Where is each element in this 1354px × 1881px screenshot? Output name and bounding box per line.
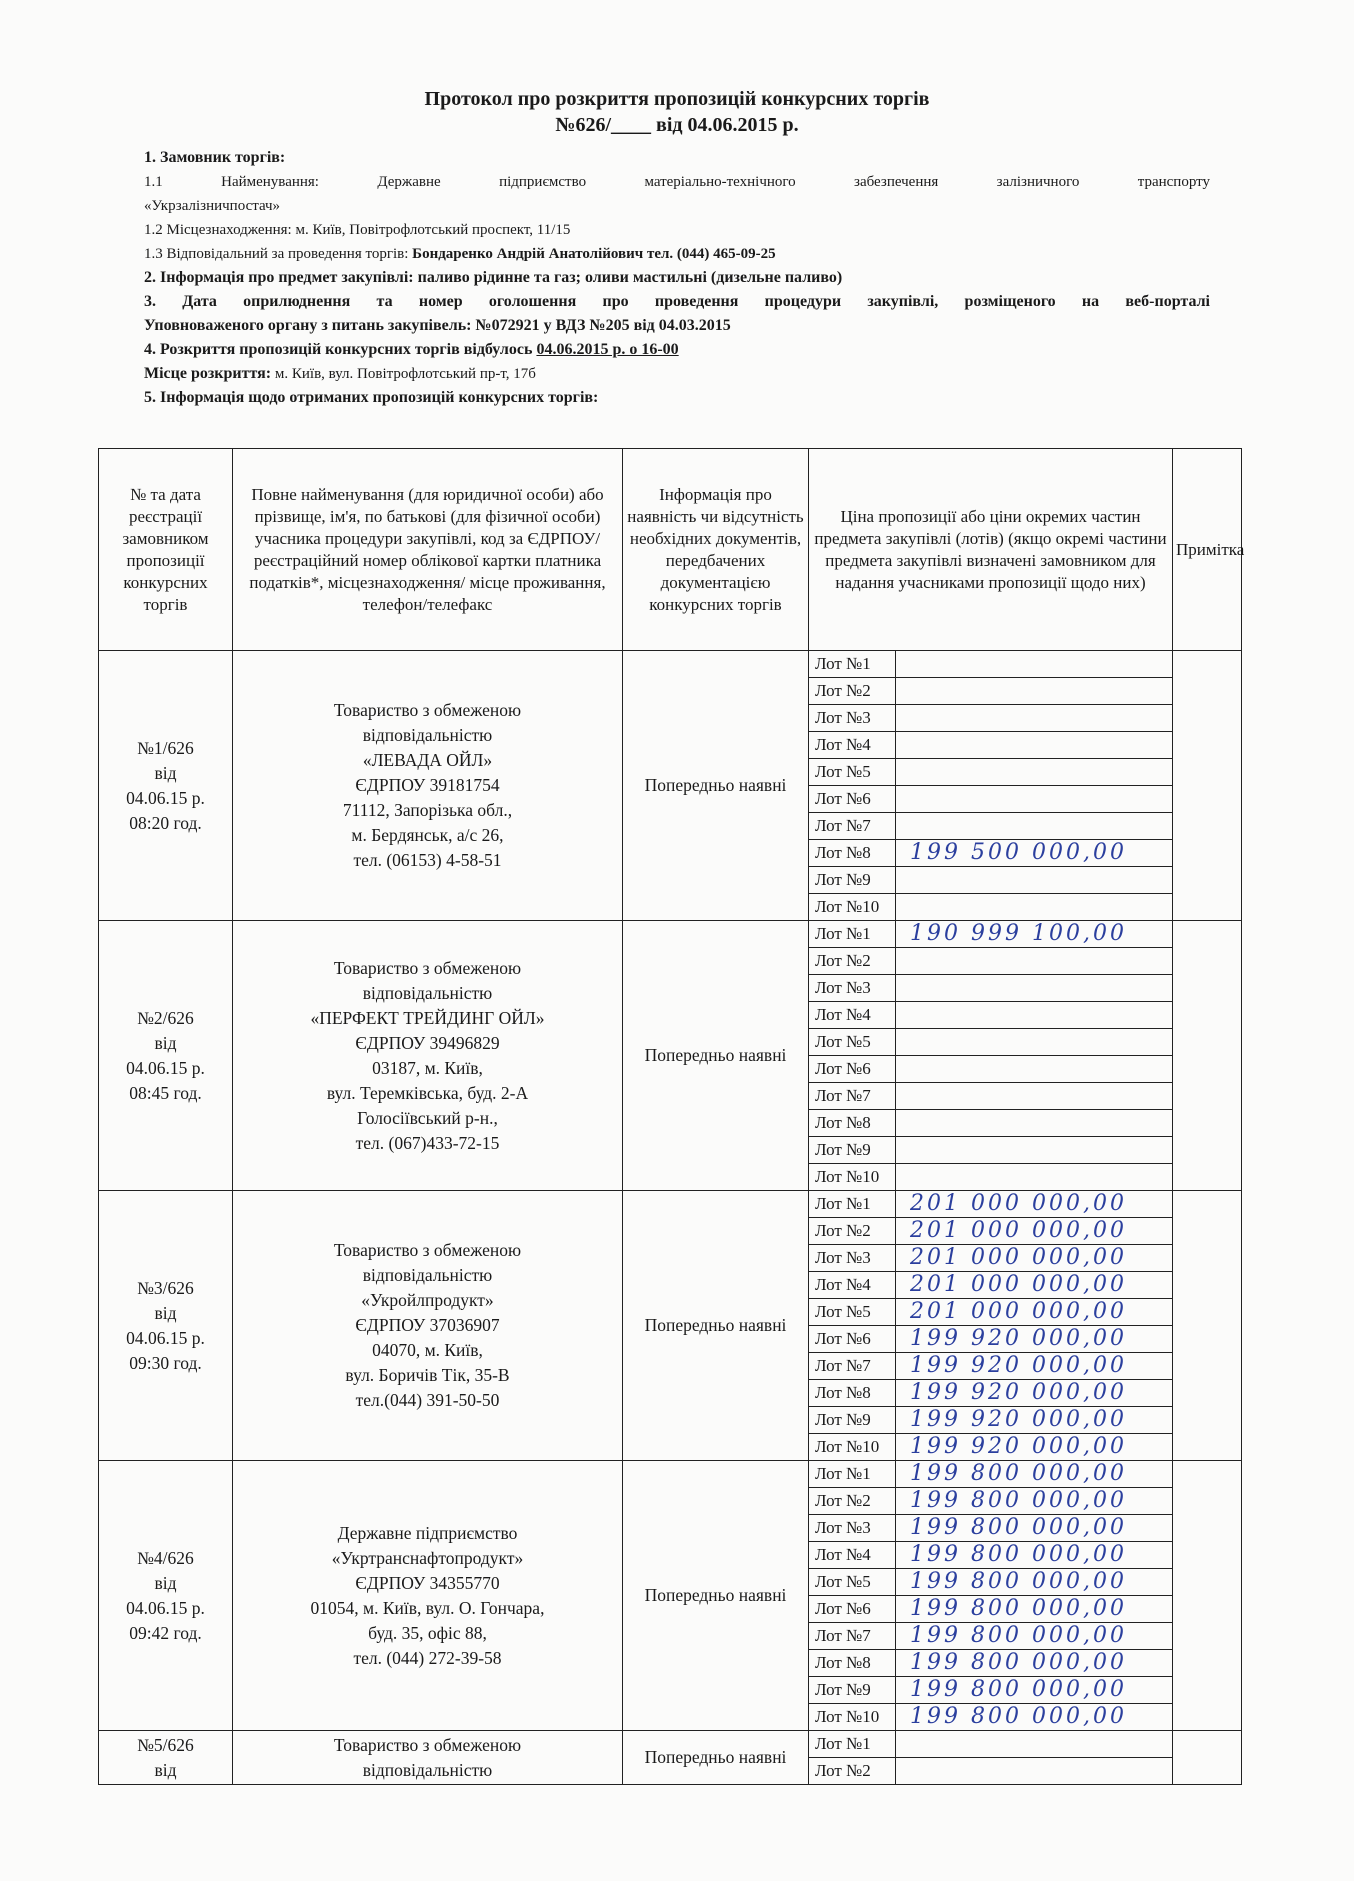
registration-line: №3/626 — [137, 1277, 194, 1298]
registration-line: 04.06.15 р. — [126, 787, 205, 808]
lot-row — [809, 1650, 1172, 1677]
lot-row — [809, 1191, 1172, 1218]
participant-line: Товариство з обмеженою — [333, 957, 522, 978]
lot-row — [809, 1569, 1172, 1596]
note-cell — [1173, 921, 1242, 1191]
registration-line: від — [154, 1302, 177, 1323]
table-row — [99, 1461, 1242, 1731]
registration-line: 09:42 год. — [129, 1622, 202, 1643]
lot-name: Лот №10 — [809, 1704, 896, 1730]
lot-name: Лот №5 — [809, 1569, 896, 1595]
lot-row — [809, 1137, 1172, 1164]
lot-row — [809, 786, 1172, 813]
opening-place — [144, 362, 1210, 386]
lot-row — [809, 921, 1172, 948]
section-3-line1: 3. Дата оприлюднення та номер оголошення про проведення процедури закупівлі, розміщеного на веб-порталі — [144, 293, 1210, 310]
registration-line: 08:45 год. — [129, 1082, 202, 1103]
opening-place-label: Місце розкриття: — [144, 365, 272, 382]
responsible-name: Бондаренко Андрій Анатолійович тел. (044) 465-09-25 — [412, 246, 776, 262]
registration-line: №2/626 — [137, 1007, 194, 1028]
lot-name: Лот №7 — [809, 1353, 896, 1379]
lot-price: 201 000 000,00 — [910, 1218, 1127, 1243]
lot-price: 199 800 000,00 — [910, 1650, 1127, 1675]
participant-line: вул. Теремківська, буд. 2-А — [326, 1082, 529, 1103]
lot-name: Лот №3 — [809, 1515, 896, 1541]
lot-row — [809, 705, 1172, 732]
lot-price — [896, 948, 1172, 974]
participant-line: 71112, Запорізька обл., — [342, 800, 513, 820]
header-price: Ціна пропозиції або ціни окремих частин предмета закупівлі (лотів) (якщо окремі частини предмета закупівлі визначені замовником для надання учасниками пропозиції щодо них) — [809, 449, 1173, 651]
registration-line: від — [154, 1759, 177, 1780]
lot-name: Лот №10 — [809, 894, 896, 920]
registration-line: від — [154, 762, 177, 783]
document-title: Протокол про розкриття пропозицій конкурсних торгів — [424, 88, 930, 110]
participant-line: «Укройлпродукт» — [361, 1290, 494, 1310]
documents-cell: Попередньо наявні — [623, 1731, 809, 1785]
lot-row — [809, 1218, 1172, 1245]
lot-name: Лот №2 — [809, 1488, 896, 1514]
lot-row — [809, 1353, 1172, 1380]
documents-cell: Попередньо наявні — [623, 1191, 809, 1461]
registration-cell — [99, 1191, 233, 1461]
lot-name: Лот №2 — [809, 948, 896, 974]
lot-price — [896, 1083, 1172, 1109]
participant-line: відповідальністю — [362, 1759, 493, 1780]
lot-price: 199 800 000,00 — [910, 1461, 1127, 1486]
participant-line: ЄДРПОУ 39496829 — [355, 1032, 500, 1053]
header-participant: Повне найменування (для юридичної особи) або прізвище, ім'я, по батькові (для фізичної особи) учасника процедури закупівлі, код за ЄДРПОУ/ реєстраційний номер облікової картки платника податків*, місцезнаходження/ місце проживання, телефон/телефакс — [233, 449, 623, 651]
registration-cell — [99, 1731, 233, 1785]
lot-row — [809, 1272, 1172, 1299]
participant-cell — [233, 921, 623, 1191]
section-5: 5. Інформація щодо отриманих пропозицій конкурсних торгів: — [144, 389, 599, 406]
registration-line: від — [154, 1572, 177, 1593]
info-block — [144, 146, 1210, 410]
lot-name: Лот №1 — [809, 651, 896, 677]
responsible-label: 1.3 Відповідальний за проведення торгів: — [144, 246, 413, 262]
customer-location: 1.2 Місцезнаходження: м. Київ, Повітрофлотський проспект, 11/15 — [144, 222, 571, 238]
lot-row — [809, 1299, 1172, 1326]
documents-cell: Попередньо наявні — [623, 651, 809, 921]
lot-price — [896, 651, 1172, 677]
lot-row — [809, 1245, 1172, 1272]
registration-cell — [99, 1461, 233, 1731]
note-cell — [1173, 1191, 1242, 1461]
lot-price — [896, 705, 1172, 731]
lot-row — [809, 1380, 1172, 1407]
lot-name: Лот №3 — [809, 975, 896, 1001]
lot-name: Лот №3 — [809, 1245, 896, 1271]
lot-price — [896, 1758, 1172, 1784]
lot-name: Лот №1 — [809, 1191, 896, 1217]
participant-line: 04070, м. Київ, — [372, 1340, 483, 1360]
lot-price: 199 800 000,00 — [910, 1569, 1127, 1594]
participant-line: тел. (06153) 4-58-51 — [353, 850, 502, 870]
lot-row — [809, 759, 1172, 786]
lot-name: Лот №4 — [809, 1542, 896, 1568]
lot-row — [809, 840, 1172, 867]
lot-name: Лот №1 — [809, 1461, 896, 1487]
lot-row — [809, 948, 1172, 975]
table-header-row — [99, 449, 1242, 651]
lot-name: Лот №7 — [809, 813, 896, 839]
lot-price — [896, 759, 1172, 785]
table-body — [99, 651, 1242, 1785]
section-4 — [144, 338, 1210, 362]
lot-price: 201 000 000,00 — [910, 1272, 1127, 1297]
lot-price: 199 800 000,00 — [910, 1488, 1127, 1513]
table-row — [99, 651, 1242, 921]
lot-row — [809, 894, 1172, 920]
lot-name: Лот №5 — [809, 1029, 896, 1055]
lot-price: 199 800 000,00 — [910, 1623, 1127, 1648]
customer-name-line2: «Укрзалізничпостач» — [144, 198, 281, 214]
participant-cell — [233, 1461, 623, 1731]
lot-row — [809, 1434, 1172, 1460]
section-3-line2: Уповноваженого органу з питань закупівель: №072921 у ВДЗ №205 від 04.03.2015 — [144, 317, 731, 334]
lot-row — [809, 1110, 1172, 1137]
lot-row — [809, 867, 1172, 894]
header-documents: Інформація про наявність чи відсутність необхідних документів, передбачених документацією конкурсних торгів — [623, 449, 809, 651]
protocol-number: №626/____ від 04.06.2015 р. — [555, 114, 799, 136]
participant-line: «ПЕРФЕКТ ТРЕЙДИНГ ОЙЛ» — [310, 1007, 545, 1028]
participant-line: «Укртранснафтопродукт» — [331, 1547, 524, 1568]
lot-name: Лот №4 — [809, 1272, 896, 1298]
lot-row — [809, 1731, 1172, 1758]
lot-price: 201 000 000,00 — [910, 1191, 1127, 1216]
lot-price: 201 000 000,00 — [910, 1245, 1127, 1270]
lot-name: Лот №2 — [809, 1758, 896, 1784]
lot-price: 190 999 100,00 — [910, 921, 1127, 946]
lot-row — [809, 1704, 1172, 1730]
lot-name: Лот №3 — [809, 705, 896, 731]
lot-row — [809, 1056, 1172, 1083]
registration-cell — [99, 651, 233, 921]
note-cell — [1173, 1461, 1242, 1731]
participant-line: Державне підприємство — [337, 1522, 518, 1543]
participant-line: відповідальністю — [362, 982, 493, 1003]
lot-price — [896, 1002, 1172, 1028]
lot-name: Лот №7 — [809, 1083, 896, 1109]
lot-row — [809, 732, 1172, 759]
lot-price: 199 920 000,00 — [910, 1380, 1127, 1405]
lot-price — [896, 732, 1172, 758]
lot-price — [896, 786, 1172, 812]
participant-line: 01054, м. Київ, вул. О. Гончара, — [310, 1597, 545, 1618]
lot-row — [809, 1083, 1172, 1110]
lot-name: Лот №9 — [809, 1137, 896, 1163]
lot-row — [809, 1758, 1172, 1784]
lot-price: 199 920 000,00 — [910, 1434, 1127, 1459]
lot-name: Лот №8 — [809, 1650, 896, 1676]
participant-line: ЄДРПОУ 37036907 — [355, 1315, 500, 1335]
lot-price — [896, 894, 1172, 920]
participant-line: відповідальністю — [362, 725, 493, 745]
lot-name: Лот №8 — [809, 1110, 896, 1136]
lot-price — [896, 1056, 1172, 1082]
documents-cell: Попередньо наявні — [623, 1461, 809, 1731]
table-row — [99, 1731, 1242, 1785]
lot-name: Лот №6 — [809, 1326, 896, 1352]
lot-name: Лот №6 — [809, 1596, 896, 1622]
lot-row — [809, 1164, 1172, 1190]
lot-name: Лот №4 — [809, 1002, 896, 1028]
lot-row — [809, 1029, 1172, 1056]
participant-line: тел.(044) 391-50-50 — [355, 1390, 500, 1410]
lot-name: Лот №4 — [809, 732, 896, 758]
responsible-person — [144, 242, 1210, 266]
lot-price — [896, 867, 1172, 893]
lot-price: 199 800 000,00 — [910, 1596, 1127, 1621]
lot-name: Лот №5 — [809, 1299, 896, 1325]
registration-line: №4/626 — [137, 1547, 194, 1568]
lot-price — [896, 975, 1172, 1001]
lot-row — [809, 975, 1172, 1002]
participant-line: Голосіївський р-н., — [357, 1107, 498, 1128]
participant-line: «ЛЕВАДА ОЙЛ» — [362, 750, 493, 770]
lots-cell — [809, 1191, 1173, 1461]
header-note: Примітка — [1173, 449, 1242, 651]
lot-price: 199 920 000,00 — [910, 1353, 1127, 1378]
registration-line: від — [154, 1032, 177, 1053]
participant-line: Товариство з обмеженою — [333, 1734, 522, 1755]
lot-row — [809, 1677, 1172, 1704]
lot-price — [896, 813, 1172, 839]
section-1-heading: 1. Замовник торгів: — [144, 149, 286, 166]
participant-cell — [233, 651, 623, 921]
lot-row — [809, 1326, 1172, 1353]
lots-cell — [809, 651, 1173, 921]
opening-place-value: м. Київ, вул. Повітрофлотський пр-т, 17б — [271, 366, 536, 382]
lots-cell — [809, 1731, 1173, 1785]
lot-name: Лот №1 — [809, 921, 896, 947]
lot-price — [896, 1731, 1172, 1757]
registration-line: №1/626 — [137, 737, 194, 758]
lot-price: 199 800 000,00 — [910, 1677, 1127, 1702]
lot-name: Лот №8 — [809, 1380, 896, 1406]
lot-name: Лот №8 — [809, 840, 896, 866]
lot-row — [809, 651, 1172, 678]
lot-name: Лот №9 — [809, 1677, 896, 1703]
table-row — [99, 1191, 1242, 1461]
note-cell — [1173, 1731, 1242, 1785]
participant-cell — [233, 1191, 623, 1461]
lot-row — [809, 1002, 1172, 1029]
participant-line: м. Бердянськ, а/с 26, — [351, 825, 504, 845]
participant-line: 03187, м. Київ, — [372, 1057, 483, 1078]
registration-line: 04.06.15 р. — [126, 1057, 205, 1078]
lots-cell — [809, 921, 1173, 1191]
lot-price — [896, 1137, 1172, 1163]
documents-cell: Попередньо наявні — [623, 921, 809, 1191]
lot-name: Лот №10 — [809, 1164, 896, 1190]
participant-line: ЄДРПОУ 39181754 — [355, 775, 500, 795]
lot-row — [809, 813, 1172, 840]
header-registration: № та дата реєстрації замовником пропозиції конкурсних торгів — [99, 449, 233, 651]
lot-name: Лот №1 — [809, 1731, 896, 1757]
participant-cell — [233, 1731, 623, 1785]
lot-price — [896, 678, 1172, 704]
lot-name: Лот №6 — [809, 786, 896, 812]
lot-price: 199 920 000,00 — [910, 1407, 1127, 1432]
lot-name: Лот №2 — [809, 1218, 896, 1244]
lot-name: Лот №10 — [809, 1434, 896, 1460]
lot-price: 199 920 000,00 — [910, 1326, 1127, 1351]
participant-line: тел. (067)433-72-15 — [355, 1132, 500, 1153]
lots-cell — [809, 1461, 1173, 1731]
lot-name: Лот №2 — [809, 678, 896, 704]
lot-row — [809, 1515, 1172, 1542]
registration-line: №5/626 — [137, 1734, 194, 1755]
participant-line: Товариство з обмеженою — [333, 700, 522, 720]
lot-row — [809, 678, 1172, 705]
table-row — [99, 921, 1242, 1191]
participant-line: тел. (044) 272-39-58 — [353, 1647, 502, 1668]
participant-line: вул. Боричів Тік, 35-В — [345, 1365, 510, 1385]
lot-price: 199 800 000,00 — [910, 1515, 1127, 1540]
section-4-label: 4. Розкриття пропозицій конкурсних торгів відбулось — [144, 341, 537, 358]
registration-line: 08:20 год. — [129, 812, 202, 833]
registration-line: 04.06.15 р. — [126, 1597, 205, 1618]
lot-price — [896, 1110, 1172, 1136]
registration-line: 09:30 год. — [129, 1352, 202, 1373]
lot-price — [896, 1164, 1172, 1190]
note-cell — [1173, 651, 1242, 921]
lot-price: 199 800 000,00 — [910, 1542, 1127, 1567]
lot-name: Лот №9 — [809, 1407, 896, 1433]
lot-name: Лот №9 — [809, 867, 896, 893]
participant-line: буд. 35, офіс 88, — [368, 1622, 487, 1643]
lot-name: Лот №6 — [809, 1056, 896, 1082]
lot-price: 199 500 000,00 — [910, 840, 1127, 865]
lot-price — [896, 1029, 1172, 1055]
lot-row — [809, 1542, 1172, 1569]
customer-name-line1: 1.1 Найменування: Державне підприємство матеріально-технічного забезпечення залізничного транспорту — [144, 174, 1210, 190]
lot-price: 201 000 000,00 — [910, 1299, 1127, 1324]
opening-date: 04.06.2015 р. о 16-00 — [536, 341, 679, 358]
lot-row — [809, 1596, 1172, 1623]
lot-row — [809, 1488, 1172, 1515]
lot-name: Лот №7 — [809, 1623, 896, 1649]
lot-price: 199 800 000,00 — [910, 1704, 1127, 1729]
participant-line: Товариство з обмеженою — [333, 1240, 522, 1260]
registration-line: 04.06.15 р. — [126, 1327, 205, 1348]
participant-line: ЄДРПОУ 34355770 — [355, 1572, 500, 1593]
section-2: 2. Інформація про предмет закупівлі: паливо рідинне та газ; оливи мастильні (дизельне паливо) — [144, 269, 843, 286]
lot-row — [809, 1407, 1172, 1434]
lot-name: Лот №5 — [809, 759, 896, 785]
registration-cell — [99, 921, 233, 1191]
participant-line: відповідальністю — [362, 1265, 493, 1285]
proposals-table — [98, 448, 1245, 1785]
lot-row — [809, 1623, 1172, 1650]
lot-row — [809, 1461, 1172, 1488]
